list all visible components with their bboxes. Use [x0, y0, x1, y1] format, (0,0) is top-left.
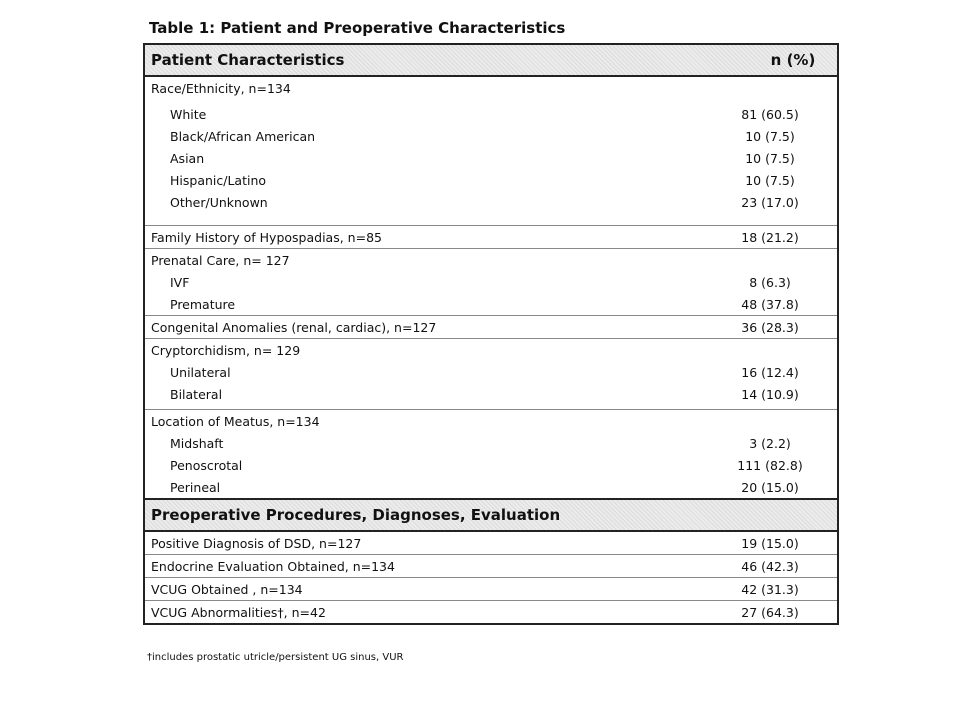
- group-preoperative: [145, 554, 837, 577]
- row-label: Family History of Hypospadias, n=85: [151, 230, 382, 245]
- row-value: 81 (60.5): [741, 107, 799, 122]
- row-value: 3 (2.2): [749, 436, 791, 451]
- group-title-row: [145, 249, 837, 271]
- row-value: 14 (10.9): [741, 387, 799, 402]
- section-header-label: Preoperative Procedures, Diagnoses, Evaluation: [151, 506, 561, 524]
- table-row: [145, 555, 837, 577]
- group-title: Location of Meatus, n=134: [151, 414, 320, 429]
- group-title: Race/Ethnicity, n=134: [151, 81, 291, 96]
- row-value: 10 (7.5): [745, 173, 795, 188]
- group-family-history: [145, 225, 837, 248]
- table-row: [145, 454, 837, 476]
- table-caption: Table 1: Patient and Preoperative Characteristics: [149, 19, 566, 37]
- row-label: Positive Diagnosis of DSD, n=127: [151, 536, 362, 551]
- row-value: 8 (6.3): [749, 275, 791, 290]
- table-row: [145, 226, 837, 248]
- table-row: [145, 293, 837, 315]
- row-label: Endocrine Evaluation Obtained, n=134: [151, 559, 395, 574]
- row-value: 111 (82.8): [737, 458, 803, 473]
- group-title: Prenatal Care, n= 127: [151, 253, 290, 268]
- table-row: [145, 532, 837, 554]
- row-label: IVF: [170, 275, 190, 290]
- row-label: Midshaft: [170, 436, 224, 451]
- table-row: [145, 476, 837, 498]
- row-value: 16 (12.4): [741, 365, 799, 380]
- group-cryptorchidism: [145, 338, 837, 409]
- group-preoperative: [145, 600, 837, 623]
- row-label: VCUG Abnormalities†, n=42: [151, 605, 326, 620]
- row-label: Bilateral: [170, 387, 223, 402]
- group-title-row: [145, 339, 837, 361]
- group-title-row: [145, 410, 837, 432]
- table-row: [145, 432, 837, 454]
- table-row: [145, 271, 837, 293]
- table-row: [145, 578, 837, 600]
- row-label: Perineal: [170, 480, 221, 495]
- row-label: Penoscrotal: [170, 458, 243, 473]
- row-label: Hispanic/Latino: [170, 173, 267, 188]
- characteristics-table: [143, 43, 839, 625]
- row-value: 19 (15.0): [741, 536, 799, 551]
- table-row: [145, 191, 837, 213]
- row-value: 42 (31.3): [741, 582, 799, 597]
- section-header-label: Patient Characteristics: [151, 51, 345, 69]
- row-label: Congenital Anomalies (renal, cardiac), n=127: [151, 320, 437, 335]
- group-preoperative: [145, 532, 837, 554]
- section-header-patient: [145, 45, 837, 77]
- table-row: [145, 361, 837, 383]
- table-row: [145, 147, 837, 169]
- row-value: 10 (7.5): [745, 129, 795, 144]
- group-location-of-meatus: [145, 409, 837, 498]
- group-preoperative: [145, 577, 837, 600]
- group-prenatal-care: [145, 248, 837, 315]
- row-label: Unilateral: [170, 365, 231, 380]
- group-congenital-anomalies: [145, 315, 837, 338]
- row-label: Other/Unknown: [170, 195, 268, 210]
- row-label: VCUG Obtained , n=134: [151, 582, 303, 597]
- table-row: [145, 316, 837, 338]
- table-row: [145, 103, 837, 125]
- row-value: 18 (21.2): [741, 230, 799, 245]
- row-label: Asian: [170, 151, 205, 166]
- row-value: 46 (42.3): [741, 559, 799, 574]
- group-title: Cryptorchidism, n= 129: [151, 343, 301, 358]
- row-value: 48 (37.8): [741, 297, 799, 312]
- row-value: 36 (28.3): [741, 320, 799, 335]
- section-header-preoperative: [145, 498, 837, 532]
- row-label: White: [170, 107, 207, 122]
- row-value: 10 (7.5): [745, 151, 795, 166]
- row-value: 23 (17.0): [741, 195, 799, 210]
- table-row: [145, 383, 837, 405]
- group-title-row: [145, 77, 837, 99]
- row-label: Black/African American: [170, 129, 316, 144]
- table-footnote: †includes prostatic utricle/persistent UG sinus, VUR: [147, 652, 404, 663]
- row-value: 27 (64.3): [741, 605, 799, 620]
- column-header-n-percent: n (%): [770, 51, 816, 69]
- row-label: Premature: [170, 297, 236, 312]
- row-value: 20 (15.0): [741, 480, 799, 495]
- table-row: [145, 125, 837, 147]
- table-row: [145, 169, 837, 191]
- table-row: [145, 601, 837, 623]
- group-race-ethnicity: [145, 77, 837, 225]
